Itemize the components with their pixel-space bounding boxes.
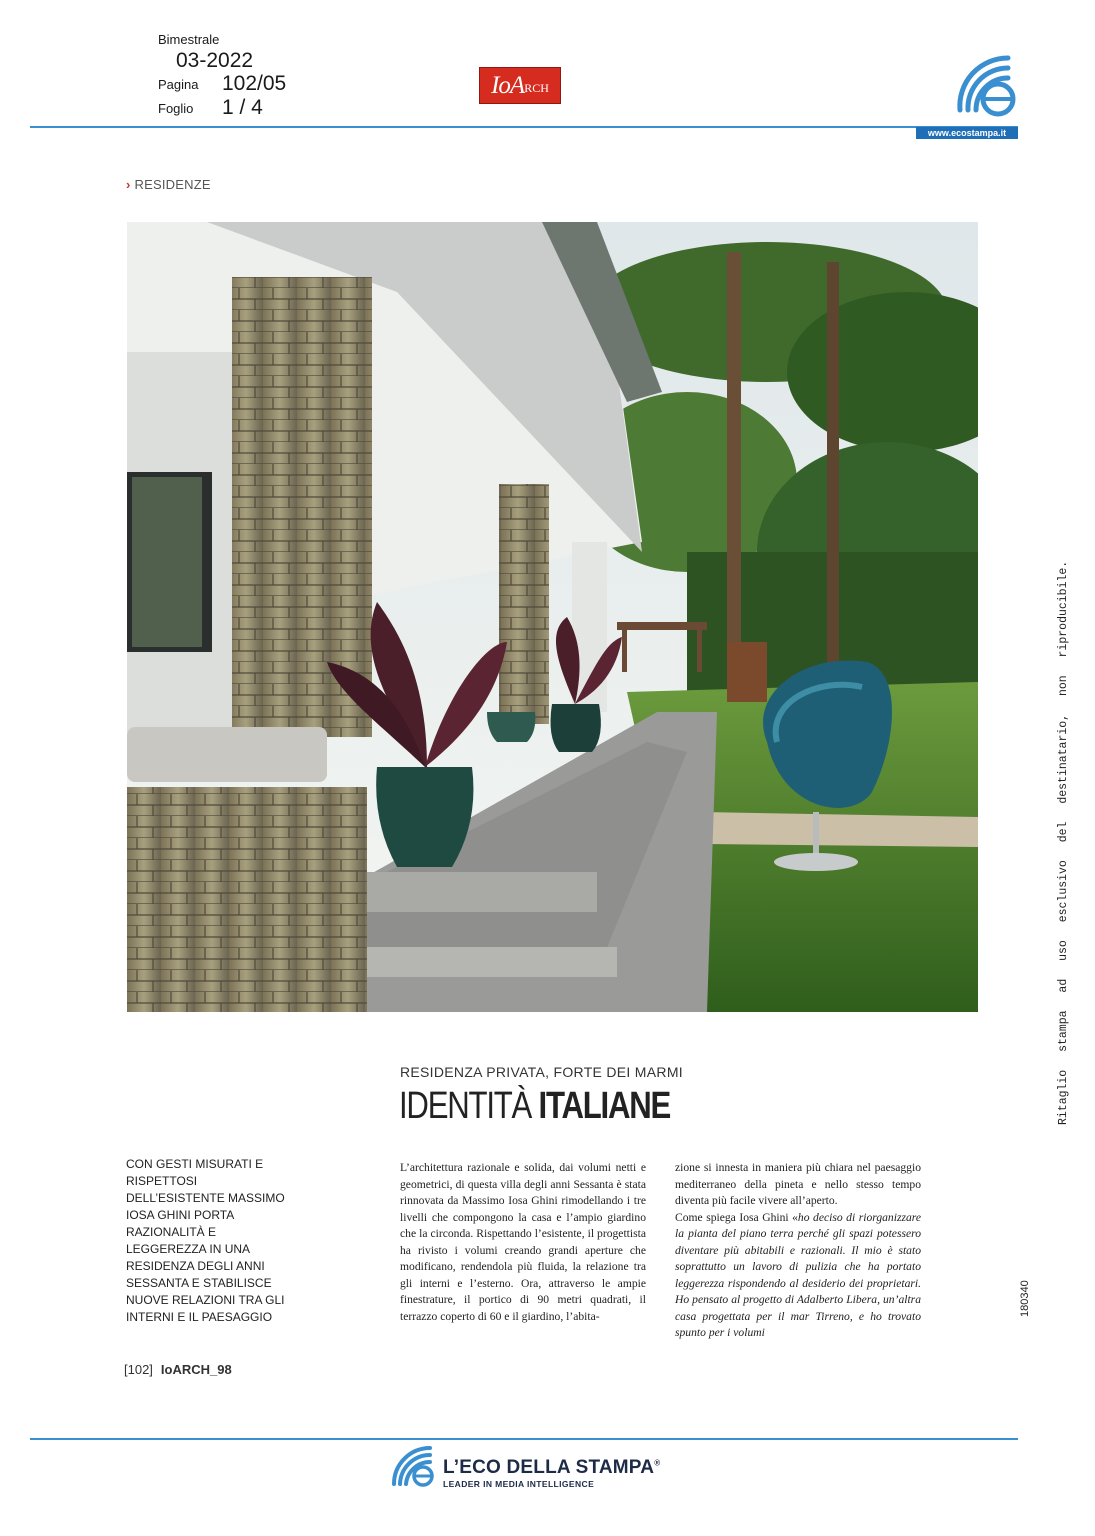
- folio-page: [102]: [124, 1362, 153, 1377]
- body-column-2: [675, 1160, 921, 1342]
- section-label: [126, 177, 211, 192]
- article-kicker: RESIDENZA PRIVATA, FORTE DEI MARMI: [400, 1064, 683, 1080]
- page-folio: [124, 1362, 232, 1377]
- magazine-logo-main: IoA: [491, 71, 525, 99]
- sheet-label: Foglio: [158, 101, 194, 116]
- section-text: RESIDENZE: [134, 177, 211, 192]
- body-paragraph-quote: [675, 1210, 921, 1342]
- agency-name: [443, 1457, 660, 1479]
- body-paragraph: zione si innesta in maniera più chiara nel paesaggio mediterraneo della pineta e nello stesso tempo diventa più facile vivere all’aperto.: [675, 1161, 921, 1207]
- registered-mark: ®: [654, 1458, 661, 1468]
- body-paragraph: L’architettura razionale e solida, dai volumi netti e geometrici, di questa villa degli anni Sessanta è stata rinnovata da Massimo Iosa Ghini rimodellando i tre livelli che compongono la casa e l’ampio giardino che la circonda. Rispettando l’esistente, il progettista ha rivisto i volumi creando grandi aperture che modificano, rendendola più fluida, la relazione tra gli interni e l’esterno. Ora, attraverso le ampie finestrature, il portico di 90 metri quadrati, il terrazzo coperto di 60 e il giardino, l’abita-: [400, 1161, 646, 1323]
- quote-intro: Come spiega Iosa Ghini «: [675, 1210, 798, 1224]
- headline-light: IDENTITÀ: [399, 1085, 539, 1127]
- chevron-right-icon: ›: [126, 177, 131, 192]
- article-photo: [127, 222, 978, 1012]
- clipping-code: 180340: [1019, 1280, 1031, 1317]
- footer-divider: [30, 1438, 1018, 1440]
- sheet-value: 1 / 4: [222, 96, 263, 119]
- agency-url: www.ecostampa.it: [916, 127, 1018, 139]
- agency-tagline: LEADER IN MEDIA INTELLIGENCE: [443, 1479, 595, 1489]
- magazine-logo: [479, 67, 561, 104]
- header-divider: [30, 126, 1018, 128]
- periodicity-label: Bimestrale: [158, 32, 220, 47]
- article-lead: CON GESTI MISURATI E RISPETTOSI DELL’ESISTENTE MASSIMO IOSA GHINI PORTA RAZIONALITÀ E LEGGEREZZA IN UNA RESIDENZA DEGLI ANNI SESSANTA E STABILISCE NUOVE RELAZIONI TRA GLI INTERNI E IL PAESAGGIO: [126, 1157, 285, 1324]
- article-headline: [399, 1085, 670, 1128]
- eco-stampa-footer-icon: [390, 1442, 436, 1488]
- headline-bold: ITALIANE: [538, 1085, 671, 1127]
- magazine-logo-small: RCH: [524, 81, 549, 95]
- quote-text: ho deciso di riorganizzare la pianta del piano terra perché gli spazi potessero diventare più abitabili e razionali. Il mio è stato soprattutto un lavoro di pulizia che ha portato leggerezza rispondendo al desiderio dei proprietari. Ho pensato al progetto di Adalberto Libera, un’altra casa progettata per il mar Tirreno, e ho trovato spunto per i volumi: [675, 1210, 921, 1339]
- eco-stampa-logo-icon: [952, 50, 1018, 120]
- agency-name-text: L’ECO DELLA STAMPA: [443, 1457, 655, 1478]
- page-label: Pagina: [158, 77, 199, 92]
- reproduction-notice: Ritaglio stampa ad uso esclusivo del destinatario, non riproducibile.: [1057, 560, 1070, 1125]
- page-value: 102/05: [222, 72, 287, 95]
- folio-magazine: IoARCH_98: [160, 1362, 232, 1377]
- issue-date: 03-2022: [176, 49, 254, 72]
- body-column-1: [400, 1160, 646, 1325]
